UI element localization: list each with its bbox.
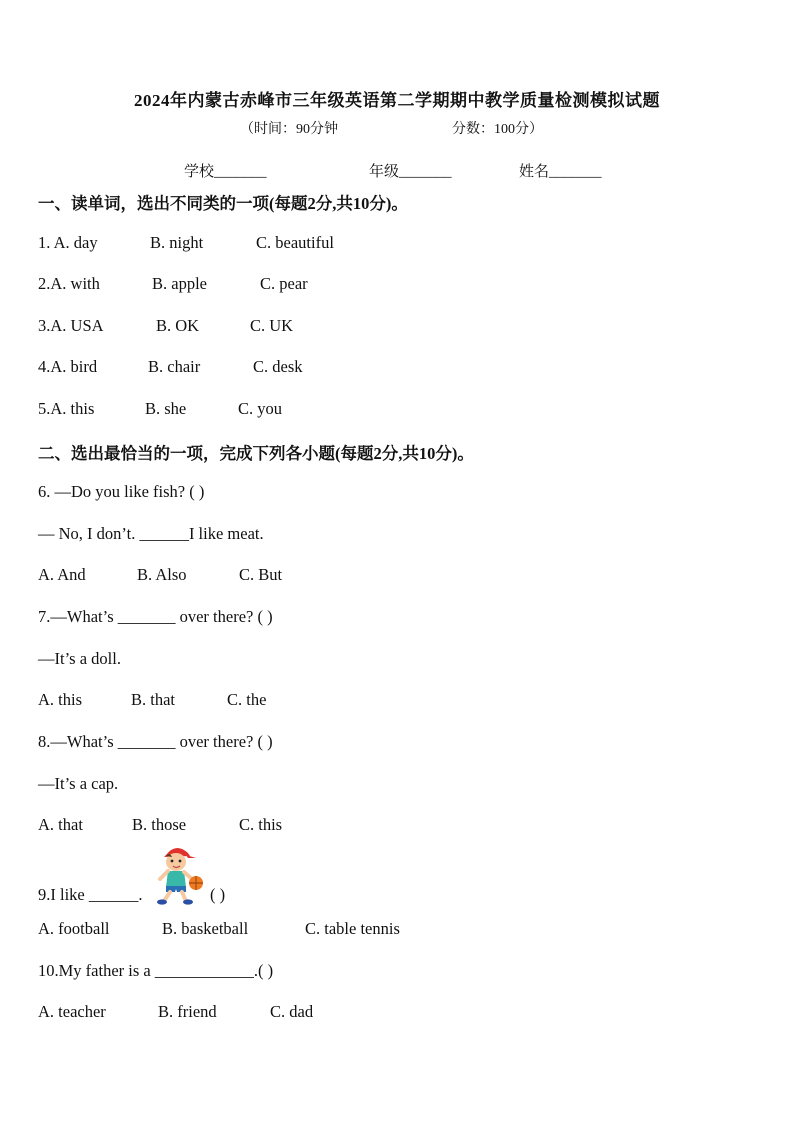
- question-10-prompt: 10.My father is a ____________.( ): [38, 961, 274, 980]
- grade-field: 年级_______: [369, 164, 452, 180]
- question-10-options: [38, 1002, 314, 1022]
- exam-score: 分数：100分）: [452, 122, 543, 137]
- option-b: B. night: [150, 233, 204, 252]
- option-a: A. teacher: [38, 1002, 106, 1021]
- question-6-options: [38, 565, 283, 585]
- name-field: 姓名_______: [519, 164, 602, 180]
- option-c: C. you: [238, 399, 283, 418]
- option-a: A. day: [53, 233, 98, 252]
- option-b: B. basketball: [162, 919, 249, 938]
- question-number: 3.: [38, 316, 51, 335]
- option-c: C. dad: [270, 1002, 314, 1021]
- option-b: B. those: [132, 815, 187, 834]
- option-b: B. that: [131, 690, 175, 709]
- question-3: [38, 316, 294, 336]
- question-number: 2.: [38, 274, 51, 293]
- question-7-reply: —It’s a doll.: [38, 649, 121, 668]
- option-c: C. the: [227, 690, 267, 709]
- option-a: A. bird: [50, 357, 98, 376]
- question-6-reply: — No, I don’t. ______I like meat.: [38, 524, 264, 543]
- option-a: A. USA: [50, 316, 104, 335]
- option-a: A. And: [38, 565, 86, 584]
- section-1-heading: 一、读单词，选出不同类的一项(每题2分,共10分)。: [38, 194, 408, 213]
- question-7-options: [38, 690, 267, 710]
- option-c: C. table tennis: [305, 919, 400, 938]
- question-8-reply: —It’s a cap.: [38, 774, 119, 793]
- question-9-prompt: [38, 885, 226, 905]
- option-b: B. chair: [148, 357, 201, 376]
- option-a: A. this: [38, 690, 83, 709]
- exam-time: （时间：90分钟: [240, 122, 338, 137]
- option-c: C. But: [239, 565, 283, 584]
- option-b: B. she: [145, 399, 187, 418]
- question-2: [38, 274, 308, 294]
- option-b: B. OK: [156, 316, 200, 335]
- option-a: A. football: [38, 919, 110, 938]
- exam-title: 2024年内蒙古赤峰市三年级英语第二学期期中教学质量检测模拟试题: [134, 91, 660, 110]
- section-2-heading: 二、选出最恰当的一项，完成下列各小题(每题2分,共10分)。: [38, 444, 474, 463]
- question-8-options: [38, 815, 283, 835]
- option-a: A. that: [38, 815, 83, 834]
- option-c: C. beautiful: [256, 233, 334, 252]
- option-b: B. friend: [158, 1002, 217, 1021]
- option-c: C. UK: [250, 316, 294, 335]
- question-9-text: 9.I like ______.: [38, 885, 143, 904]
- school-field: 学校_______: [184, 164, 267, 180]
- question-number: 1.: [38, 233, 54, 252]
- option-c: C. this: [239, 815, 283, 834]
- option-b: B. Also: [137, 565, 187, 584]
- question-1: [38, 233, 334, 253]
- question-5: [38, 399, 283, 419]
- question-6-prompt: 6. —Do you like fish? ( ): [38, 482, 205, 501]
- basketball-boy-icon: [150, 843, 206, 905]
- answer-paren: ( ): [210, 885, 226, 904]
- question-8-prompt: 8.—What’s _______ over there? ( ): [38, 732, 273, 751]
- question-number: 4.: [38, 357, 51, 376]
- question-4: [38, 357, 303, 377]
- option-a: A. this: [50, 399, 95, 418]
- option-c: C. desk: [253, 357, 303, 376]
- option-b: B. apple: [152, 274, 207, 293]
- question-number: 5.: [38, 399, 51, 418]
- option-a: A. with: [50, 274, 100, 293]
- question-9-options: [38, 919, 400, 939]
- option-c: C. pear: [260, 274, 308, 293]
- question-7-prompt: 7.—What’s _______ over there? ( ): [38, 607, 273, 626]
